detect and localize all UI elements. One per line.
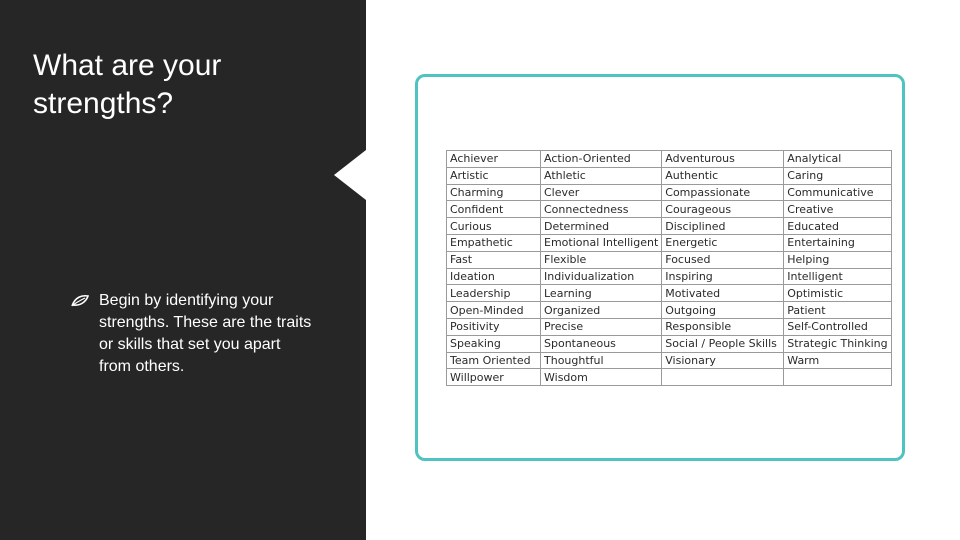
table-cell: Determined	[541, 218, 662, 235]
table-cell: Curious	[447, 218, 541, 235]
table-row	[447, 167, 892, 184]
table-cell: Leadership	[447, 285, 541, 302]
table-cell: Team Oriented	[447, 352, 541, 369]
table-cell: Strategic Thinking	[784, 335, 891, 352]
table-cell: Positivity	[447, 318, 541, 335]
table-cell: Confident	[447, 201, 541, 218]
left-panel	[0, 0, 366, 540]
table-cell: Speaking	[447, 335, 541, 352]
table-cell: Ideation	[447, 268, 541, 285]
slide-title: What are your strengths?	[33, 49, 222, 120]
table-cell: Individualization	[541, 268, 662, 285]
bullet-text: Begin by identifying your strengths. These are the traits or skills that set you apart from others.	[99, 292, 312, 375]
table-cell: Organized	[541, 302, 662, 319]
table-cell: Artistic	[447, 167, 541, 184]
table-row	[447, 218, 892, 235]
table-cell: Outgoing	[662, 302, 784, 319]
table-row	[447, 201, 892, 218]
table-cell: Caring	[784, 167, 891, 184]
bullet-item	[72, 290, 312, 378]
strengths-table	[446, 150, 892, 386]
table-cell: Precise	[541, 318, 662, 335]
table-cell: Entertaining	[784, 234, 891, 251]
table-cell: Open-Minded	[447, 302, 541, 319]
table-cell: Intelligent	[784, 268, 891, 285]
table-cell: Energetic	[662, 234, 784, 251]
table-cell: Visionary	[662, 352, 784, 369]
table-cell	[662, 369, 784, 386]
table-cell: Clever	[541, 184, 662, 201]
table-cell: Educated	[784, 218, 891, 235]
table-cell: Fast	[447, 251, 541, 268]
table-cell	[784, 369, 891, 386]
table-row	[447, 151, 892, 168]
table-cell: Motivated	[662, 285, 784, 302]
table-cell: Learning	[541, 285, 662, 302]
table-cell: Self-Controlled	[784, 318, 891, 335]
table-cell: Helping	[784, 251, 891, 268]
table-cell: Optimistic	[784, 285, 891, 302]
leaf-bullet-icon	[70, 293, 90, 309]
table-cell: Spontaneous	[541, 335, 662, 352]
table-cell: Communicative	[784, 184, 891, 201]
table-cell: Empathetic	[447, 234, 541, 251]
table-row	[447, 352, 892, 369]
table-cell: Charming	[447, 184, 541, 201]
table-row	[447, 184, 892, 201]
table-cell: Patient	[784, 302, 891, 319]
table-row	[447, 234, 892, 251]
table-cell: Focused	[662, 251, 784, 268]
table-cell: Compassionate	[662, 184, 784, 201]
table-cell: Responsible	[662, 318, 784, 335]
table-cell: Wisdom	[541, 369, 662, 386]
table-row	[447, 251, 892, 268]
table-cell: Athletic	[541, 167, 662, 184]
table-row	[447, 318, 892, 335]
table-row	[447, 302, 892, 319]
table-cell: Authentic	[662, 167, 784, 184]
table-row	[447, 268, 892, 285]
panel-notch	[334, 150, 366, 200]
table-row	[447, 369, 892, 386]
table-cell: Social / People Skills	[662, 335, 784, 352]
table-cell: Warm	[784, 352, 891, 369]
table-cell: Analytical	[784, 151, 891, 168]
table-cell: Action-Oriented	[541, 151, 662, 168]
table-cell: Flexible	[541, 251, 662, 268]
table-row	[447, 285, 892, 302]
table-cell: Courageous	[662, 201, 784, 218]
table-cell: Disciplined	[662, 218, 784, 235]
table-cell: Creative	[784, 201, 891, 218]
table-cell: Inspiring	[662, 268, 784, 285]
table-cell: Willpower	[447, 369, 541, 386]
table-cell: Thoughtful	[541, 352, 662, 369]
table-cell: Achiever	[447, 151, 541, 168]
table-cell: Adventurous	[662, 151, 784, 168]
table-cell: Connectedness	[541, 201, 662, 218]
table-row	[447, 335, 892, 352]
table-cell: Emotional Intelligent	[541, 234, 662, 251]
